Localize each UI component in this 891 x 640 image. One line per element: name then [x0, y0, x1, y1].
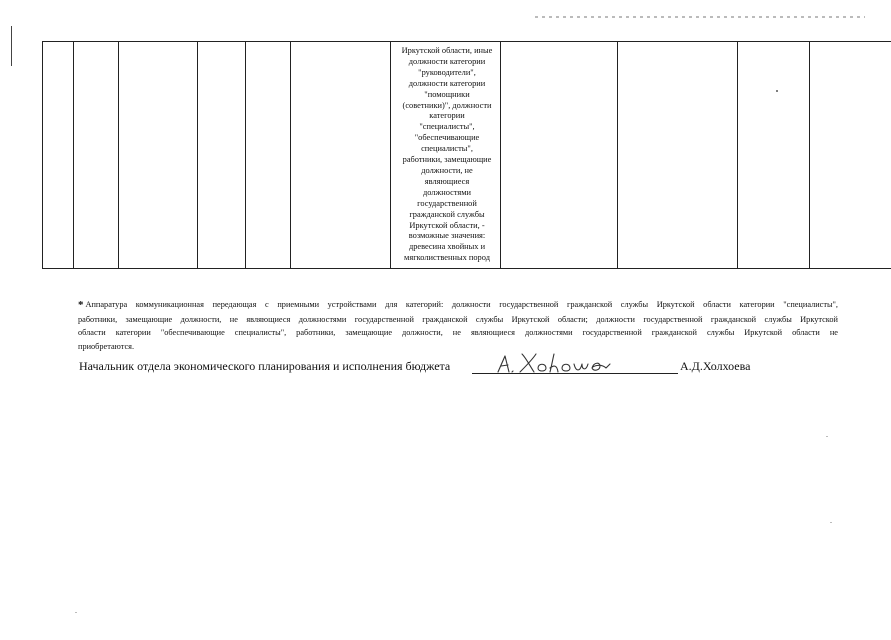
footnote-line: работники, замещающие должности, не являющиеся должностями государственной гражданской службы Иркутской области; должности государственной гражданской службы Иркутской: [78, 314, 838, 324]
footnote-marker: *: [78, 299, 84, 311]
signatory-position: Начальник отдела экономического планирования и исполнения бюджета: [79, 359, 451, 373]
scan-speck: [830, 522, 832, 523]
footnote-line: * Аппаратура коммуникационная передающая с приемными устройствами для категорий: должности государственной гражданской службы Иркутской области категории "специалисты",: [78, 299, 838, 311]
scan-artifact-line: [11, 26, 12, 66]
table-column-border: [42, 41, 43, 269]
footnote-line: приобретаются.: [78, 341, 135, 351]
table-column-border: [617, 41, 618, 269]
scan-speck: [776, 90, 778, 92]
handwritten-signature: [490, 348, 620, 378]
signatory-name: А.Д.Холхоева: [680, 359, 751, 373]
table-column-border: [245, 41, 246, 269]
scan-speck: [75, 612, 77, 613]
table-cell-text: Иркутской области, иные должности категории "руководители", должности категории "помощники (советники)", должности категории "специалисты", "обеспечивающие специалисты", работники, замещающие должности, не являющиеся должностями государственной гражданской службы Иркутской области, - возможные значения: древесина хвойных и мягколиственных пород: [401, 46, 493, 263]
scan-speck: [826, 436, 828, 437]
table-column-border: [390, 41, 391, 269]
footnote: [78, 298, 838, 353]
table-column-border: [118, 41, 119, 269]
scan-artifact-dots: [535, 16, 865, 18]
table-column-border: [73, 41, 74, 269]
table-column-border: [290, 41, 291, 269]
table-column-border: [737, 41, 738, 269]
table-column-border: [809, 41, 810, 269]
table-column-border: [197, 41, 198, 269]
footnote-line: области категории "обеспечивающие специалисты", работники, замещающие должности, не являющиеся должностями государственной гражданской службы Иркутской области не: [78, 328, 838, 338]
